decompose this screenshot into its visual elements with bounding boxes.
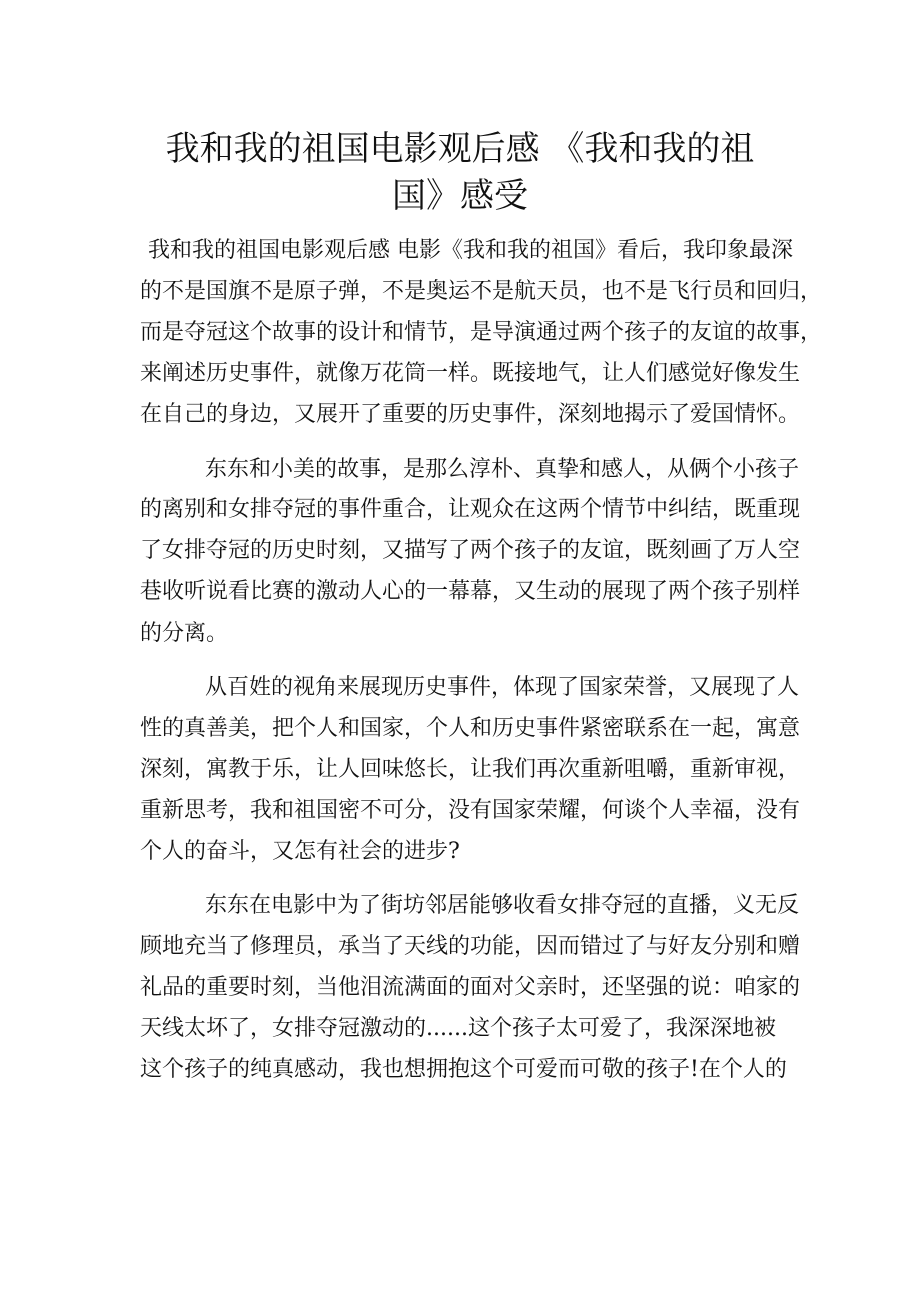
text-line: 个人的奋斗，又怎有社会的进步? — [140, 839, 460, 864]
text-line: 重新思考，我和祖国密不可分，没有国家荣耀，何谈个人幸福，没有 — [140, 798, 801, 823]
document-title-line-1: 我和我的祖国电影观后感 《我和我的祖 — [165, 129, 755, 169]
text-line: 的离别和女排夺冠的事件重合，让观众在这两个情节中纠结，既重现 — [140, 497, 801, 522]
text-line: 顾地充当了修理员，承当了天线的功能，因而错过了与好友分别和赠 — [140, 934, 801, 959]
text-line: 这个孩子的纯真感动，我也想拥抱这个可爱而可敬的孩子!在个人的 — [140, 1057, 787, 1082]
text-line: 在自己的身边，又展开了重要的历史事件，深刻地揭示了爱国情怀。 — [140, 402, 801, 427]
text-line: 了女排夺冠的历史时刻，又描写了两个孩子的友谊，既刻画了万人空 — [140, 538, 801, 563]
text-line: 的不是国旗不是原子弹，不是奥运不是航天员，也不是飞行员和回归， — [140, 279, 823, 304]
text-line: 来阐述历史事件，就像万花筒一样。既接地气，让人们感觉好像发生 — [140, 361, 801, 386]
text-line: 东东在电影中为了街坊邻居能够收看女排夺冠的直播，义无反 — [205, 893, 800, 918]
text-line: 东东和小美的故事，是那么淳朴、真挚和感人，从俩个小孩子 — [205, 457, 800, 482]
text-line: 而是夺冠这个故事的设计和情节，是导演通过两个孩子的友谊的故事， — [140, 320, 823, 345]
text-line: 我和我的祖国电影观后感 电影《我和我的祖国》看后，我印象最深 — [148, 238, 793, 263]
text-line: 从百姓的视角来展现历史事件，体现了国家荣誉，又展现了人 — [205, 675, 800, 700]
text-line: 深刻，寓教于乐，让人回味悠长，让我们再次重新咀嚼，重新审视， — [140, 757, 801, 782]
document-title-line-2: 国》感受 — [392, 176, 528, 216]
text-line: 性的真善美，把个人和国家，个人和历史事件紧密联系在一起，寓意 — [140, 716, 801, 741]
text-line: 的分离。 — [140, 621, 229, 646]
text-line: 天线太坏了，女排夺冠激动的......这个孩子太可爱了，我深深地被 — [140, 1016, 776, 1041]
text-line: 礼品的重要时刻，当他泪流满面的面对父亲时，还坚强的说：咱家的 — [140, 975, 801, 1000]
text-line: 巷收听说看比赛的激动人心的一幕幕，又生动的展现了两个孩子别样 — [140, 579, 801, 604]
